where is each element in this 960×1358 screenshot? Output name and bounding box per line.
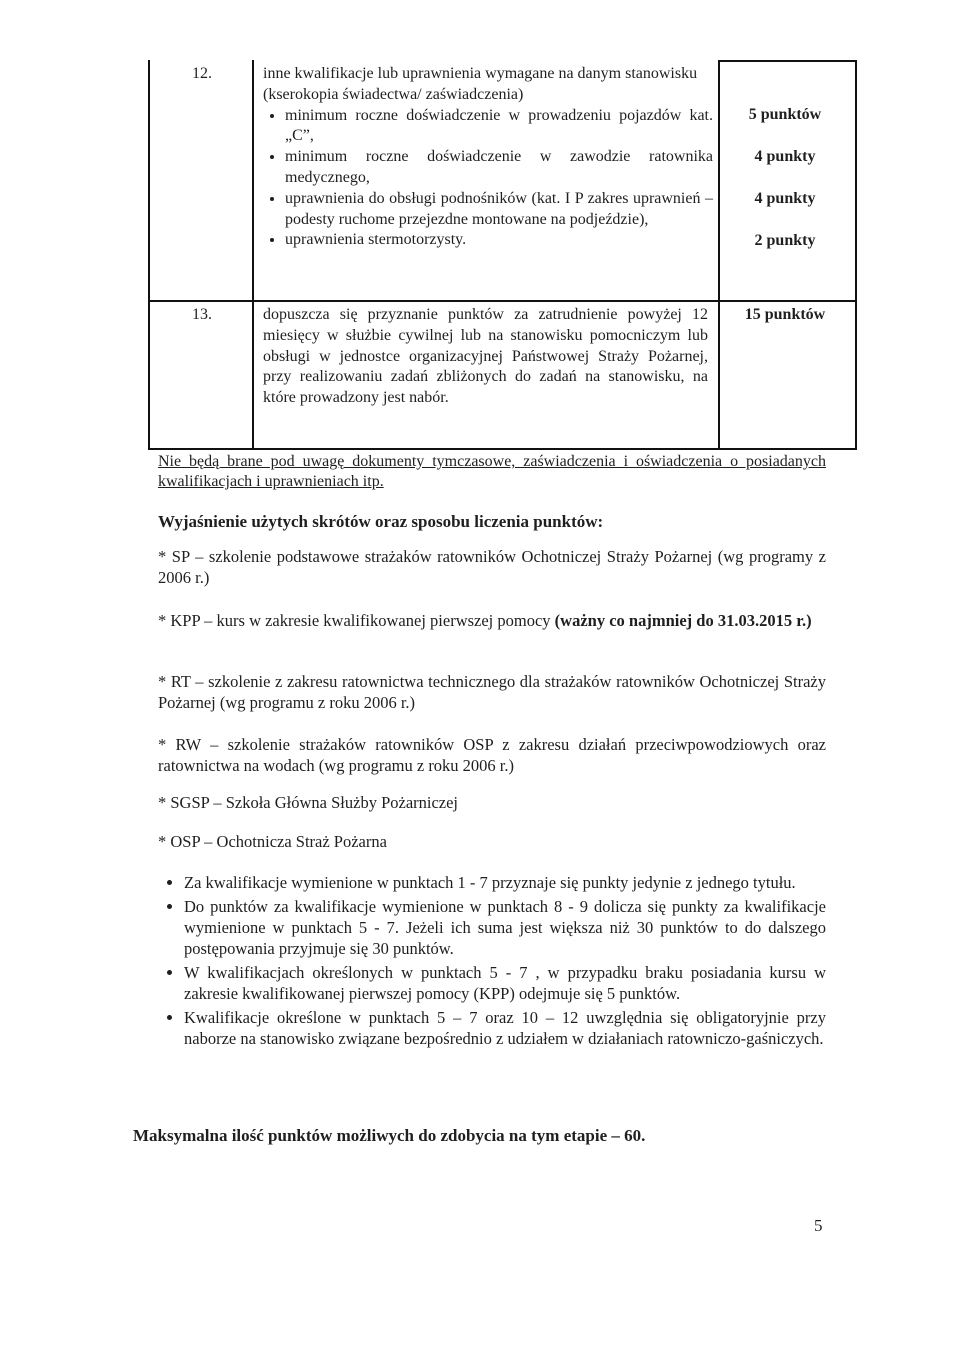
list-item: • minimum roczne doświadczenie w zawodzie ratownika medycznego, xyxy=(285,147,713,189)
abbrev-rt: * RT – szkolenie z zakresu ratownictwa technicznego dla strażaków ratowników Ochotniczej Straży Pożarnej (wg programu z roku 2006 r.) xyxy=(158,672,826,712)
points-value: 15 punktów xyxy=(744,306,826,323)
list-item: • Do punktów za kwalifikacje wymienione w punktach 8 - 9 dolicza się punkty za kwalifikacje wymienione w punktach 5 - 7. Jeżeli ich suma jest większa niż 30 punktów to do dalszego postępowania przyjmuje się 30 punktów. xyxy=(184,896,826,959)
documents-note: Nie będą brane pod uwagę dokumenty tymczasowe, zaświadczenia i oświadczenia o posiadanych kwalifikacjach i uprawnieniach itp. xyxy=(158,453,826,490)
row-12-description xyxy=(263,64,713,251)
qualifications-table xyxy=(148,60,857,450)
points-value: 4 punkty xyxy=(754,148,816,165)
abbrev-rw: * RW – szkolenie strażaków ratowników OSP z zakresu działań przeciwpowodziowych oraz ratownictwa na wodach (wg programu z roku 2006 r.) xyxy=(158,735,826,775)
row-12-intro: inne kwalifikacje lub uprawnienia wymagane na danym stanowisku (kserokopia świadectwa/ zaświadczenia) xyxy=(263,65,698,103)
abbrev-sp: * SP – szkolenie podstawowe strażaków ratowników Ochotniczej Straży Pożarnej (wg programy z 2006 r.) xyxy=(158,547,826,587)
list-item: • uprawnienia do obsługi podnośników (kat. I P zakres uprawnień – podesty ruchome przejezdne montowane na podjeździe), xyxy=(285,189,713,231)
points-cell-top-border xyxy=(718,60,855,62)
points-value: 2 punkty xyxy=(754,232,816,249)
abbrev-osp: * OSP – Ochotnicza Straż Pożarna xyxy=(158,832,387,851)
list-item: • W kwalifikacjach określonych w punktach 5 - 7 , w przypadku braku posiadania kursu w zakresie kwalifikowanej pierwszej pomocy (KPP) odejmuje się 5 punktów. xyxy=(184,962,826,1004)
column-divider xyxy=(252,60,254,448)
row-divider xyxy=(150,300,855,302)
page-number: 5 xyxy=(814,1216,823,1235)
rules-list xyxy=(158,872,826,1052)
abbrev-kpp-text: * KPP – kurs w zakresie kwalifikowanej pierwszej pomocy xyxy=(158,611,555,630)
abbrev-kpp xyxy=(158,610,826,631)
list-item: • minimum roczne doświadczenie w prowadzeniu pojazdów kat. „C”, xyxy=(285,106,713,148)
abbrev-kpp-validity: (ważny co najmniej do 31.03.2015 r.) xyxy=(554,611,812,630)
max-points-statement: Maksymalna ilość punktów możliwych do zdobycia na tym etapie – 60. xyxy=(133,1126,646,1145)
row-number: 12. xyxy=(192,65,212,82)
row-12-list xyxy=(263,106,713,252)
row-13-description: dopuszcza się przyznanie punktów za zatrudnienie powyżej 12 miesięcy w służbie cywilnej lub na stanowisku pomocniczym lub obsługi w jednostce organizacyjnej Państwowej Straży Pożarnej, przy realizowaniu zadań zbliżonych do zadań na stanowisku, na które prowadzony jest nabór. xyxy=(263,306,708,407)
list-item: • Za kwalifikacje wymienione w punktach 1 - 7 przyznaje się punkty jedynie z jednego tytułu. xyxy=(184,872,826,893)
list-item: • uprawnienia stermotorzysty. xyxy=(285,230,713,251)
abbrev-sgsp: * SGSP – Szkoła Główna Służby Pożarniczej xyxy=(158,793,459,812)
points-value: 5 punktów xyxy=(748,106,822,123)
section-heading: Wyjaśnienie użytych skrótów oraz sposobu liczenia punktów: xyxy=(158,512,604,531)
list-item: • Kwalifikacje określone w punktach 5 – 7 oraz 10 – 12 uwzględnia się obligatoryjnie przy naborze na stanowisko związane bezpośrednio z udziałem w działaniach ratowniczo-gaśniczych. xyxy=(184,1007,826,1049)
row-number: 13. xyxy=(192,306,212,323)
points-value: 4 punkty xyxy=(754,190,816,207)
